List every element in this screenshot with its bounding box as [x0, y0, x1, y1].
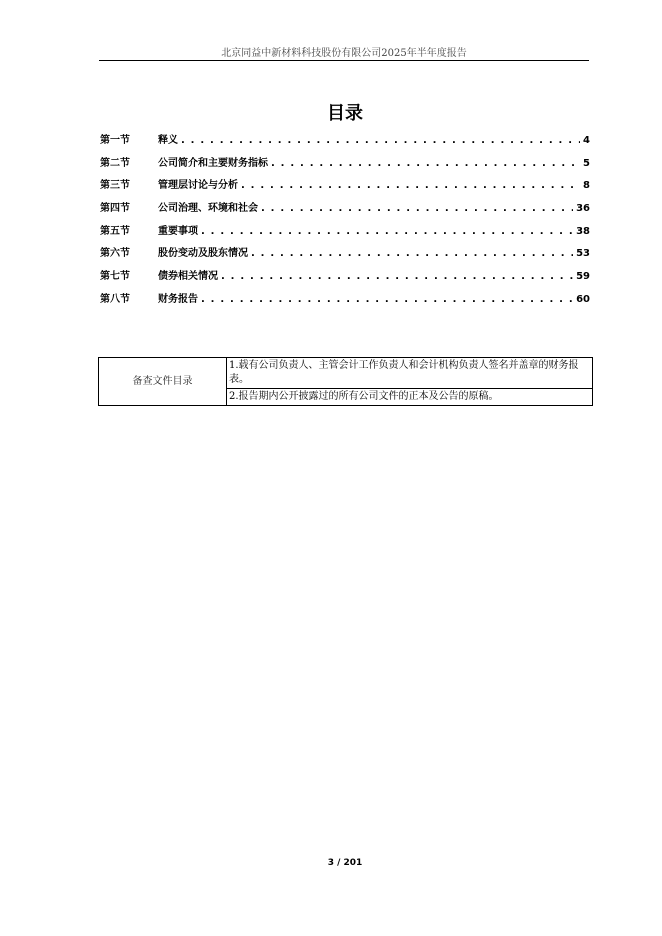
- toc-entry[interactable]: [100, 134, 590, 157]
- toc-title: 目录: [327, 103, 363, 124]
- toc-section-number: 第六节: [100, 248, 130, 260]
- toc-leader-dots: [221, 270, 573, 284]
- toc-section-number: 第八节: [100, 293, 130, 305]
- toc-section-number: 第七节: [100, 271, 130, 283]
- toc-leader-dots: [251, 247, 573, 261]
- page-header: 北京同益中新材料科技股份有限公司2025年半年度报告: [221, 48, 467, 59]
- toc-page-number: 36: [576, 203, 590, 215]
- toc-leader-dots: [241, 179, 580, 193]
- toc-entry[interactable]: [100, 225, 590, 248]
- toc-section-number: 第二节: [100, 157, 130, 169]
- toc-section-title: 股份变动及股东情况: [158, 248, 248, 260]
- toc-section-number: 第一节: [100, 135, 130, 146]
- toc-entry[interactable]: [100, 247, 590, 270]
- header-divider: [99, 60, 589, 61]
- table-of-contents: [100, 134, 590, 316]
- toc-leader-dots: [271, 157, 580, 171]
- toc-page-number: 60: [576, 293, 590, 305]
- reference-document-item: 2.报告期内公开披露过的所有公司文件的正本及公告的原稿。: [227, 389, 593, 406]
- toc-entry[interactable]: [100, 270, 590, 293]
- toc-page-number: 4: [583, 135, 590, 146]
- toc-leader-dots: [181, 134, 580, 148]
- toc-section-title: 公司简介和主要财务指标: [158, 157, 268, 169]
- toc-page-number: 59: [576, 271, 590, 283]
- toc-leader-dots: [261, 202, 573, 216]
- toc-page-number: 38: [576, 225, 590, 237]
- toc-leader-dots: [201, 225, 573, 239]
- toc-entry[interactable]: [100, 202, 590, 225]
- page-number: 3 / 201: [327, 858, 363, 868]
- toc-section-title: 公司治理、环境和社会: [158, 203, 258, 215]
- toc-section-number: 第四节: [100, 203, 130, 215]
- toc-entry[interactable]: [100, 157, 590, 180]
- toc-section-title: 释义: [158, 135, 178, 146]
- toc-section-title: 财务报告: [158, 293, 198, 305]
- toc-page-number: 8: [583, 180, 590, 192]
- toc-leader-dots: [201, 293, 573, 307]
- toc-page-number: 53: [576, 248, 590, 260]
- toc-entry[interactable]: [100, 293, 590, 316]
- toc-section-title: 管理层讨论与分析: [158, 180, 238, 192]
- toc-entry[interactable]: [100, 179, 590, 202]
- table-row: [99, 358, 593, 389]
- toc-page-number: 5: [583, 157, 590, 169]
- toc-section-title: 重要事项: [158, 225, 198, 237]
- toc-section-number: 第五节: [100, 225, 130, 237]
- toc-section-number: 第三节: [100, 180, 130, 192]
- reference-documents-table: [98, 357, 593, 406]
- reference-documents-label: 备查文件目录: [99, 358, 227, 406]
- toc-section-title: 债券相关情况: [158, 271, 218, 283]
- reference-document-item: 1.载有公司负责人、主管会计工作负责人和会计机构负责人签名并盖章的财务报表。: [227, 358, 593, 389]
